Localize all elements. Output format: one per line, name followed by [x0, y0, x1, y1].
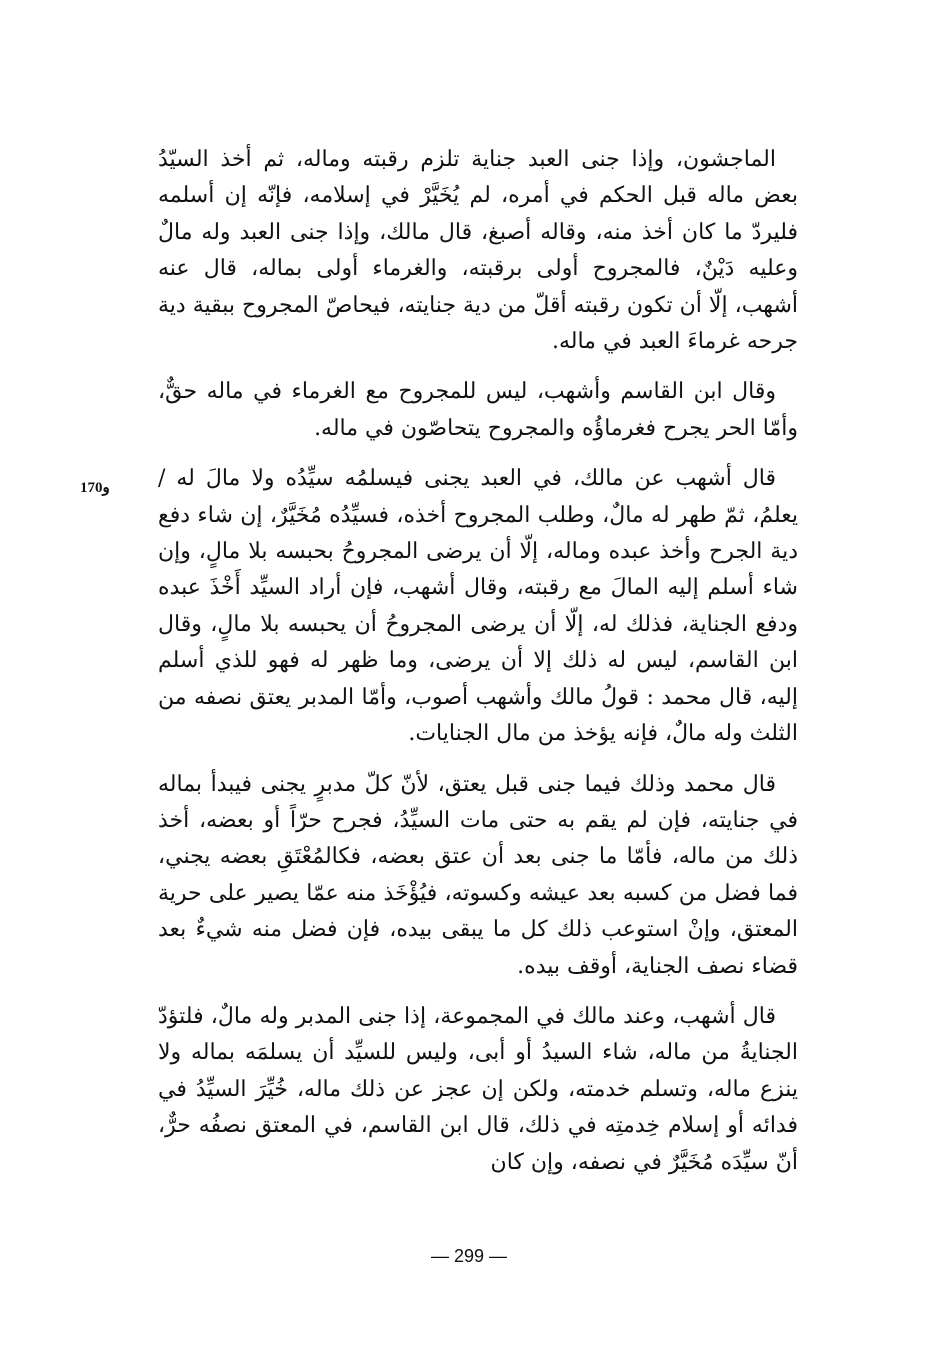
- paragraph-4: قال محمد وذلك فيما جنى قبل يعتق، لأنّ كلّ مدبرٍ يجنى فيبدأ بماله في جنايته، فإن لم يقم به حتى مات السيِّدُ، فجرح حرّاً أو بعضه، أخذ ذلك من ماله، فأمّا ما جنى بعد أن عتق بعضه، فكالمُعْتَقِ بعضه يجني، فما فضل من كسبه بعد عيشه وكسوته، فيُؤْخَذ منه عمّا يصير على حرية المعتق، وإنْ استوعب ذلك كل ما يبقى بيده، فإن فضل منه شيءٌ بعد قضاء نصف الجناية، أوقف بيده.: [158, 771, 798, 979]
- paragraph-1: الماجشون، وإذا جنى العبد جناية تلزم رقبته وماله، ثم أخذ السيّدُ بعض ماله قبل الحكم في أمره، لم يُخَيَّرْ في إسلامه، فإنّه إن أسلمه فليردّ ما كان أخذ منه، وقاله أصبغ، قال مالك، وإذا جنى العبد وله مالٌ وعليه دَيْنٌ، فالمجروح أولى برقبته، والغرماء أولى بماله، قال عنه أشهب، إلّا أن تكون رقبته أقلّ من دية جنايته، فيحاصّ المجروح ببقية دية جرحه غرماءَ العبد في ماله.: [158, 147, 798, 355]
- paragraph-5: قال أشهب، وعند مالك في المجموعة، إذا جنى المدبر وله مالٌ، فلتؤدّ الجنايةُ من ماله، شاء السيدُ أو أبى، وليس للسيِّد أن يسلمَه بماله ولا ينزع ماله، وتسلم خدمته، ولكن إن عجز عن ذلك ماله، خُيِّرَ السيِّدُ في فدائه أو إسلام خِدمتِه في ذلك، قال ابن القاسم، في المعتق نصفُه حرٌّ، أنّ سيِّدَه مُخَيَّرٌ في نصفه، وإن كان: [158, 1003, 798, 1175]
- paragraph-2: وقال ابن القاسم وأشهب، ليس للمجروح مع الغرماء في ماله حقٌّ، وأمّا الحر يجرح فغرماؤُه والمجروح يتحاصّون في ماله.: [158, 379, 798, 441]
- paragraph-3: قال أشهب عن مالك، في العبد يجنى فيسلمُه سيِّدُه ولا مالَ له / يعلمُ، ثمّ طهر له مالٌ، وطلب المجروح أخذه، فسيِّدُه مُخَيَّرٌ، إن شاء دفع دية الجرح وأخذ عبده وماله، إلّا أن يرضى المجروحُ بحبسه بلا مالٍ، وإن شاء أسلم إليه المالَ مع رقبته، وقال أشهب، فإن أراد السيِّد أَخْذَ عبده ودفع الجناية، فذلك له، إلّا أن يرضى المجروحُ أن يحبسه بلا مالٍ، وقال ابن القاسم، ليس له ذلك إلا أن يرضى، وما ظهر له فهو للذي أسلم إليه، قال محمد : قولُ مالك وأشهب أصوب، وأمّا المدبر يعتق نصفه من الثلث وله مالٌ، فإنه يؤخذ من مال الجنايات.: [158, 466, 798, 747]
- page-number: — 299 —: [430, 1246, 508, 1266]
- body-text: [158, 142, 798, 1195]
- folio-margin-note: 170و: [80, 480, 110, 496]
